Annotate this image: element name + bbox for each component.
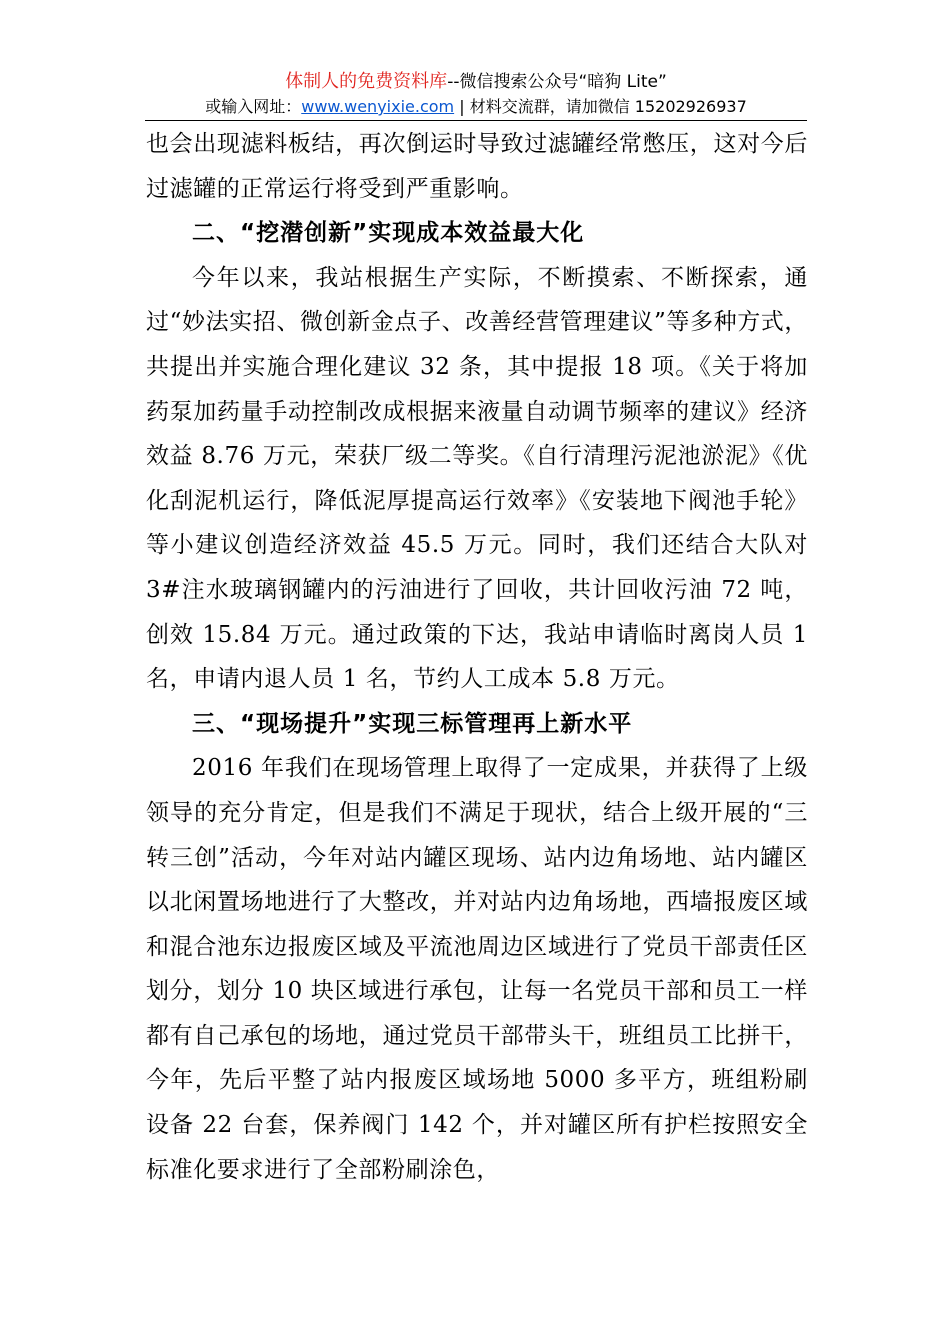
section-heading-3: 三、“现场提升”实现三标管理再上新水平 [192, 710, 633, 737]
header-separator: -- [447, 72, 460, 92]
header-brand: 体制人的免费资料库 [285, 71, 448, 92]
paragraph-continued: 也会出现滤料板结，再次倒运时导致过滤罐经常憋压，这对今后过滤罐的正常运行将受到严重影响。 [146, 131, 808, 202]
header-url-link[interactable]: www.wenyixie.com [301, 97, 455, 116]
header-tagline: 微信搜索公众号“暗狗 Lite” [459, 72, 667, 92]
header-divider [145, 120, 807, 121]
page-header [145, 70, 807, 119]
header-contact: | 材料交流群，请加微信 15202926937 [454, 97, 747, 116]
header-url-prefix: 或输入网址： [205, 97, 302, 116]
paragraph-innovation: 今年以来，我站根据生产实际，不断摸索、不断探索，通过“妙法实招、微创新金点子、改善经营管理建议”等多种方式，共提出并实施合理化建议 32 条，其中提报 18 项。《关于将加药泵加药量手动控制改成根据来液量自动调节频率的建议》经济效益 8.76 万元，荣获厂级二等奖。《自行清理污泥池淤泥》《优化刮泥机运行，降低泥厚提高运行效率》《安装地下阀池手轮》等小建议创造经济效益 45.5 万元。同时，我们还结合大队对 3#注水玻璃钢罐内的污油进行了回收，共计回收污油 72 吨，创效 15.84 万元。通过政策的下达，我站申请临时离岗人员 1 名，申请内退人员 1 名，节约人工成本 5.8 万元。 [146, 264, 808, 693]
section-heading-2: 二、“挖潜创新”实现成本效益最大化 [192, 220, 585, 247]
header-line-2 [145, 95, 807, 119]
document-body [146, 122, 808, 1192]
header-line-1 [145, 70, 807, 94]
paragraph-site-management: 2016 年我们在现场管理上取得了一定成果，并获得了上级领导的充分肯定，但是我们不满足于现状，结合上级开展的“三转三创”活动，今年对站内罐区现场、站内边角场地、站内罐区以北闲置场地进行了大整改，并对站内边角场地，西墙报废区域和混合池东边报废区域及平流池周边区域进行了党员干部责任区划分，划分 10 块区域进行承包，让每一名党员干部和员工一样都有自己承包的场地，通过党员干部带头干，班组员工比拼干，今年，先后平整了站内报废区域场地 5000 多平方，班组粉刷设备 22 台套，保养阀门 142 个，并对罐区所有护栏按照安全标准化要求进行了全部粉刷涂色， [146, 755, 808, 1183]
